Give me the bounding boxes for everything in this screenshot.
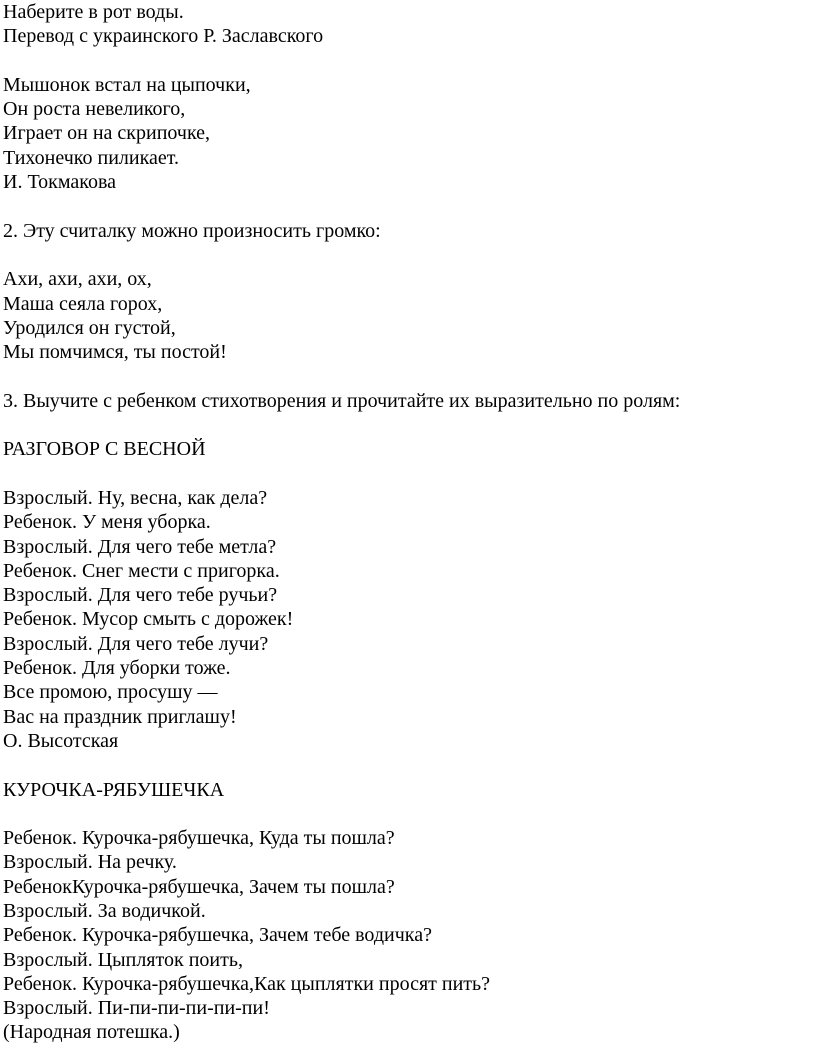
poem-line: Тихонечко пиликает. bbox=[3, 146, 179, 169]
poem-line: Мышонок встал на цыпочки, bbox=[3, 73, 251, 96]
dialogue-line: Ребенок. Для уборки тоже. bbox=[3, 657, 231, 680]
poem-spring bbox=[3, 437, 809, 753]
dialogue-line: Взрослый. На речку. bbox=[3, 851, 177, 874]
dialogue-line: Ребенок. У меня уборка. bbox=[3, 511, 211, 534]
dialogue-line: Ребенок. Снег мести с пригорка. bbox=[3, 559, 280, 582]
dialogue-line: Ребенок. Курочка-рябушечка, Зачем тебе водичка? bbox=[3, 924, 432, 947]
intro-line: Наберите в рот воды. bbox=[3, 1, 184, 23]
dialogue-line: Взрослый. Для чего тебе метла? bbox=[3, 535, 277, 558]
task-2-instruction: 2. Эту считалку можно произносить громко: bbox=[3, 219, 381, 242]
dialogue-line: Взрослый. Ну, весна, как дела? bbox=[3, 486, 268, 509]
translation-credit: Перевод с украинского Р. Заславского bbox=[3, 25, 324, 48]
dialogue-line: Ребенок. Курочка-рябушечка,Как цыплятки просят пить? bbox=[3, 972, 491, 995]
poem-title: КУРОЧКА-РЯБУШЕЧКА bbox=[3, 778, 225, 801]
rhyme-line: Ахи, ахи, ахи, ох, bbox=[3, 268, 152, 291]
spacer bbox=[3, 364, 809, 388]
dialogue-line: Взрослый. Для чего тебе лучи? bbox=[3, 632, 269, 655]
poem-line: Играет он на скрипочке, bbox=[3, 122, 211, 145]
dialogue-line: Взрослый. За водичкой. bbox=[3, 899, 206, 922]
poem-author: О. Высотская bbox=[3, 729, 119, 752]
rhyme-line: Мы помчимся, ты постой! bbox=[3, 341, 227, 364]
counting-rhyme bbox=[3, 267, 809, 364]
spacer bbox=[3, 753, 809, 777]
dialogue-line: Взрослый. Цыпляток поить, bbox=[3, 948, 243, 971]
dialogue-line: Взрослый. Пи-пи-пи-пи-пи-пи! bbox=[3, 997, 270, 1020]
dialogue-line: Вас на праздник приглашу! bbox=[3, 705, 237, 728]
poem-hen bbox=[3, 778, 809, 1045]
dialogue-line: РебенокКурочка-рябушечка, Зачем ты пошла? bbox=[3, 875, 395, 898]
spacer bbox=[3, 194, 809, 218]
poem-title: РАЗГОВОР С ВЕСНОЙ bbox=[3, 438, 206, 461]
spacer bbox=[3, 49, 809, 73]
document-page bbox=[3, 0, 809, 1045]
spacer bbox=[3, 462, 809, 486]
spacer bbox=[3, 802, 809, 826]
spacer bbox=[3, 413, 809, 437]
poem-line: Он роста невеликого, bbox=[3, 98, 186, 121]
dialogue-line: Взрослый. Для чего тебе ручьи? bbox=[3, 584, 278, 607]
poem-source: (Народная потешка.) bbox=[3, 1021, 180, 1044]
dialogue-line: Ребенок. Мусор смыть с дорожек! bbox=[3, 608, 294, 631]
spacer bbox=[3, 243, 809, 267]
dialogue-line: Ребенок. Курочка-рябушечка, Куда ты пошла? bbox=[3, 827, 395, 850]
task-3-instruction: 3. Выучите с ребенком стихотворения и прочитайте их выразительно по ролям: bbox=[3, 389, 681, 412]
poem-mouse bbox=[3, 73, 809, 194]
rhyme-line: Маша сеяла горох, bbox=[3, 292, 163, 315]
rhyme-line: Уродился он густой, bbox=[3, 316, 176, 339]
poem-author: И. Токмакова bbox=[3, 171, 117, 194]
dialogue-line: Все промою, просушу — bbox=[3, 681, 218, 704]
